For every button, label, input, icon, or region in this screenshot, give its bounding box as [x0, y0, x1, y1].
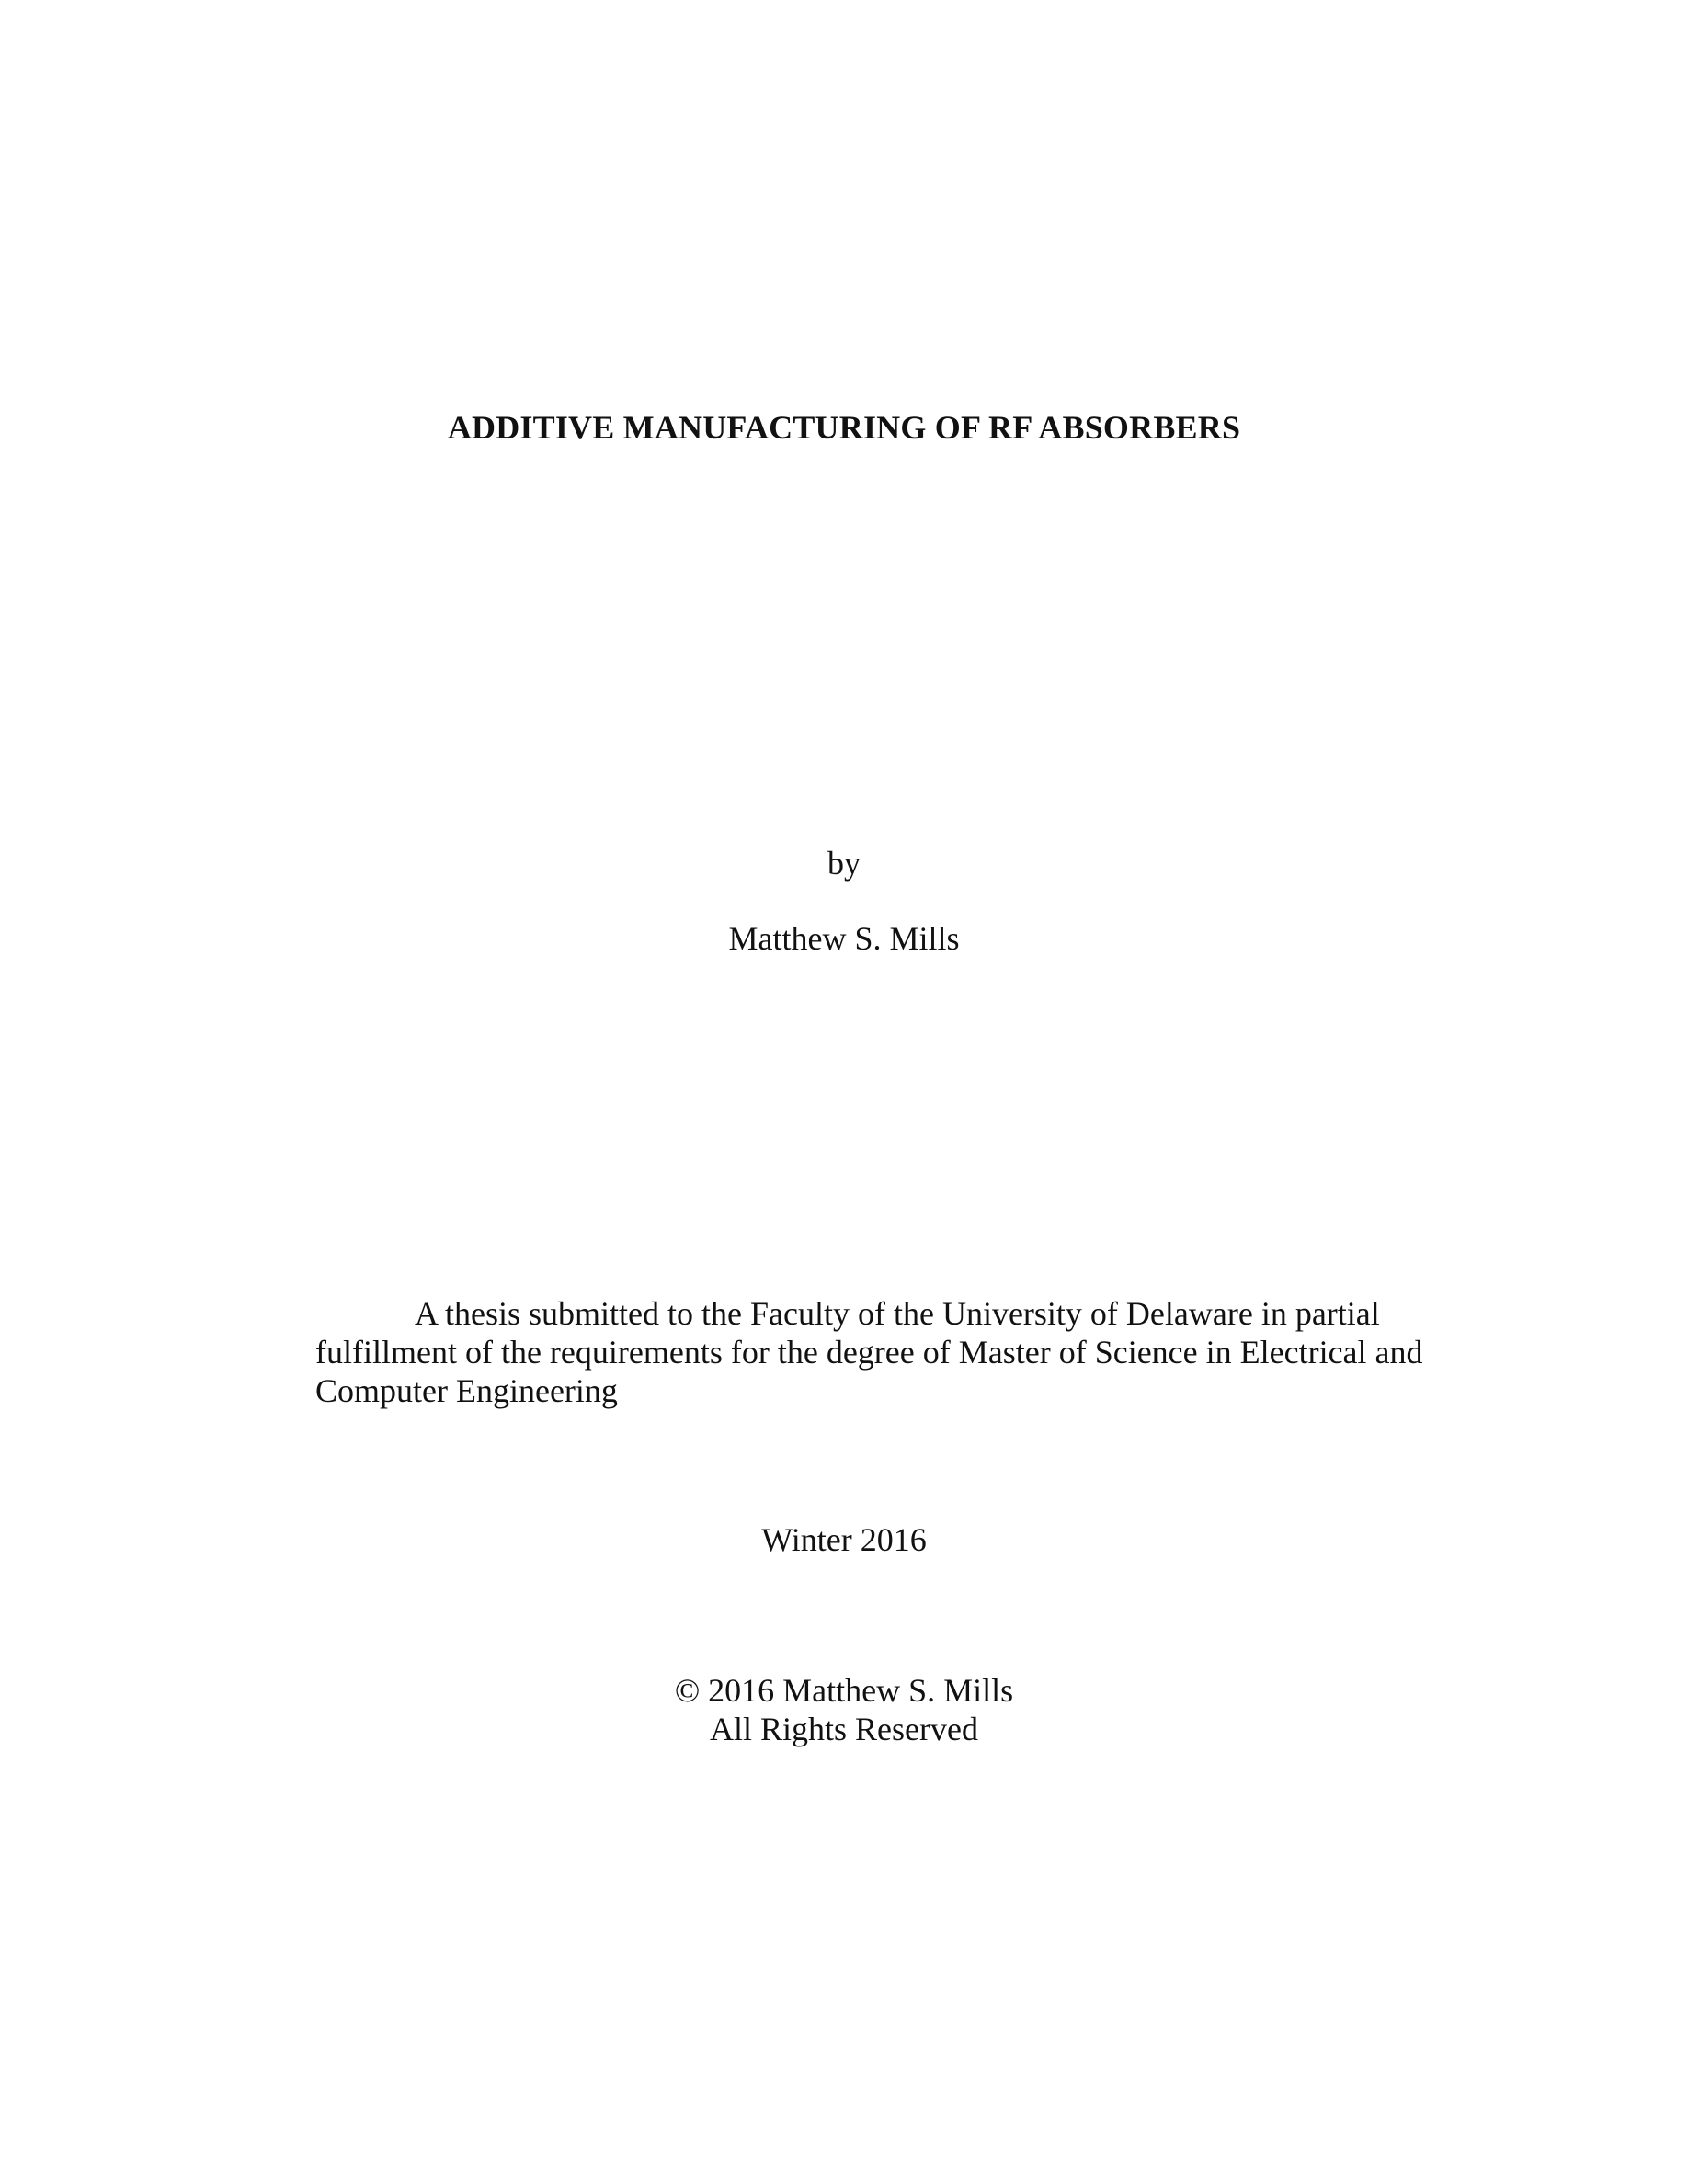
- copyright-block: [0, 1671, 1688, 1748]
- thesis-statement: [315, 1294, 1428, 1410]
- author-name: Matthew S. Mills: [728, 920, 960, 957]
- copyright-notice: © 2016 Matthew S. Mills: [674, 1672, 1014, 1709]
- submission-date: Winter 2016: [761, 1521, 927, 1558]
- by-line: by: [827, 845, 861, 882]
- thesis-title: ADDITIVE MANUFACTURING OF RF ABSORBERS: [447, 409, 1241, 446]
- thesis-statement-text: A thesis submitted to the Faculty of the University of Delaware in partial fulfillment of the requirements for the degree of Master of Science in Electrical and Computer Engineering: [315, 1295, 1423, 1409]
- rights-notice: All Rights Reserved: [710, 1711, 978, 1747]
